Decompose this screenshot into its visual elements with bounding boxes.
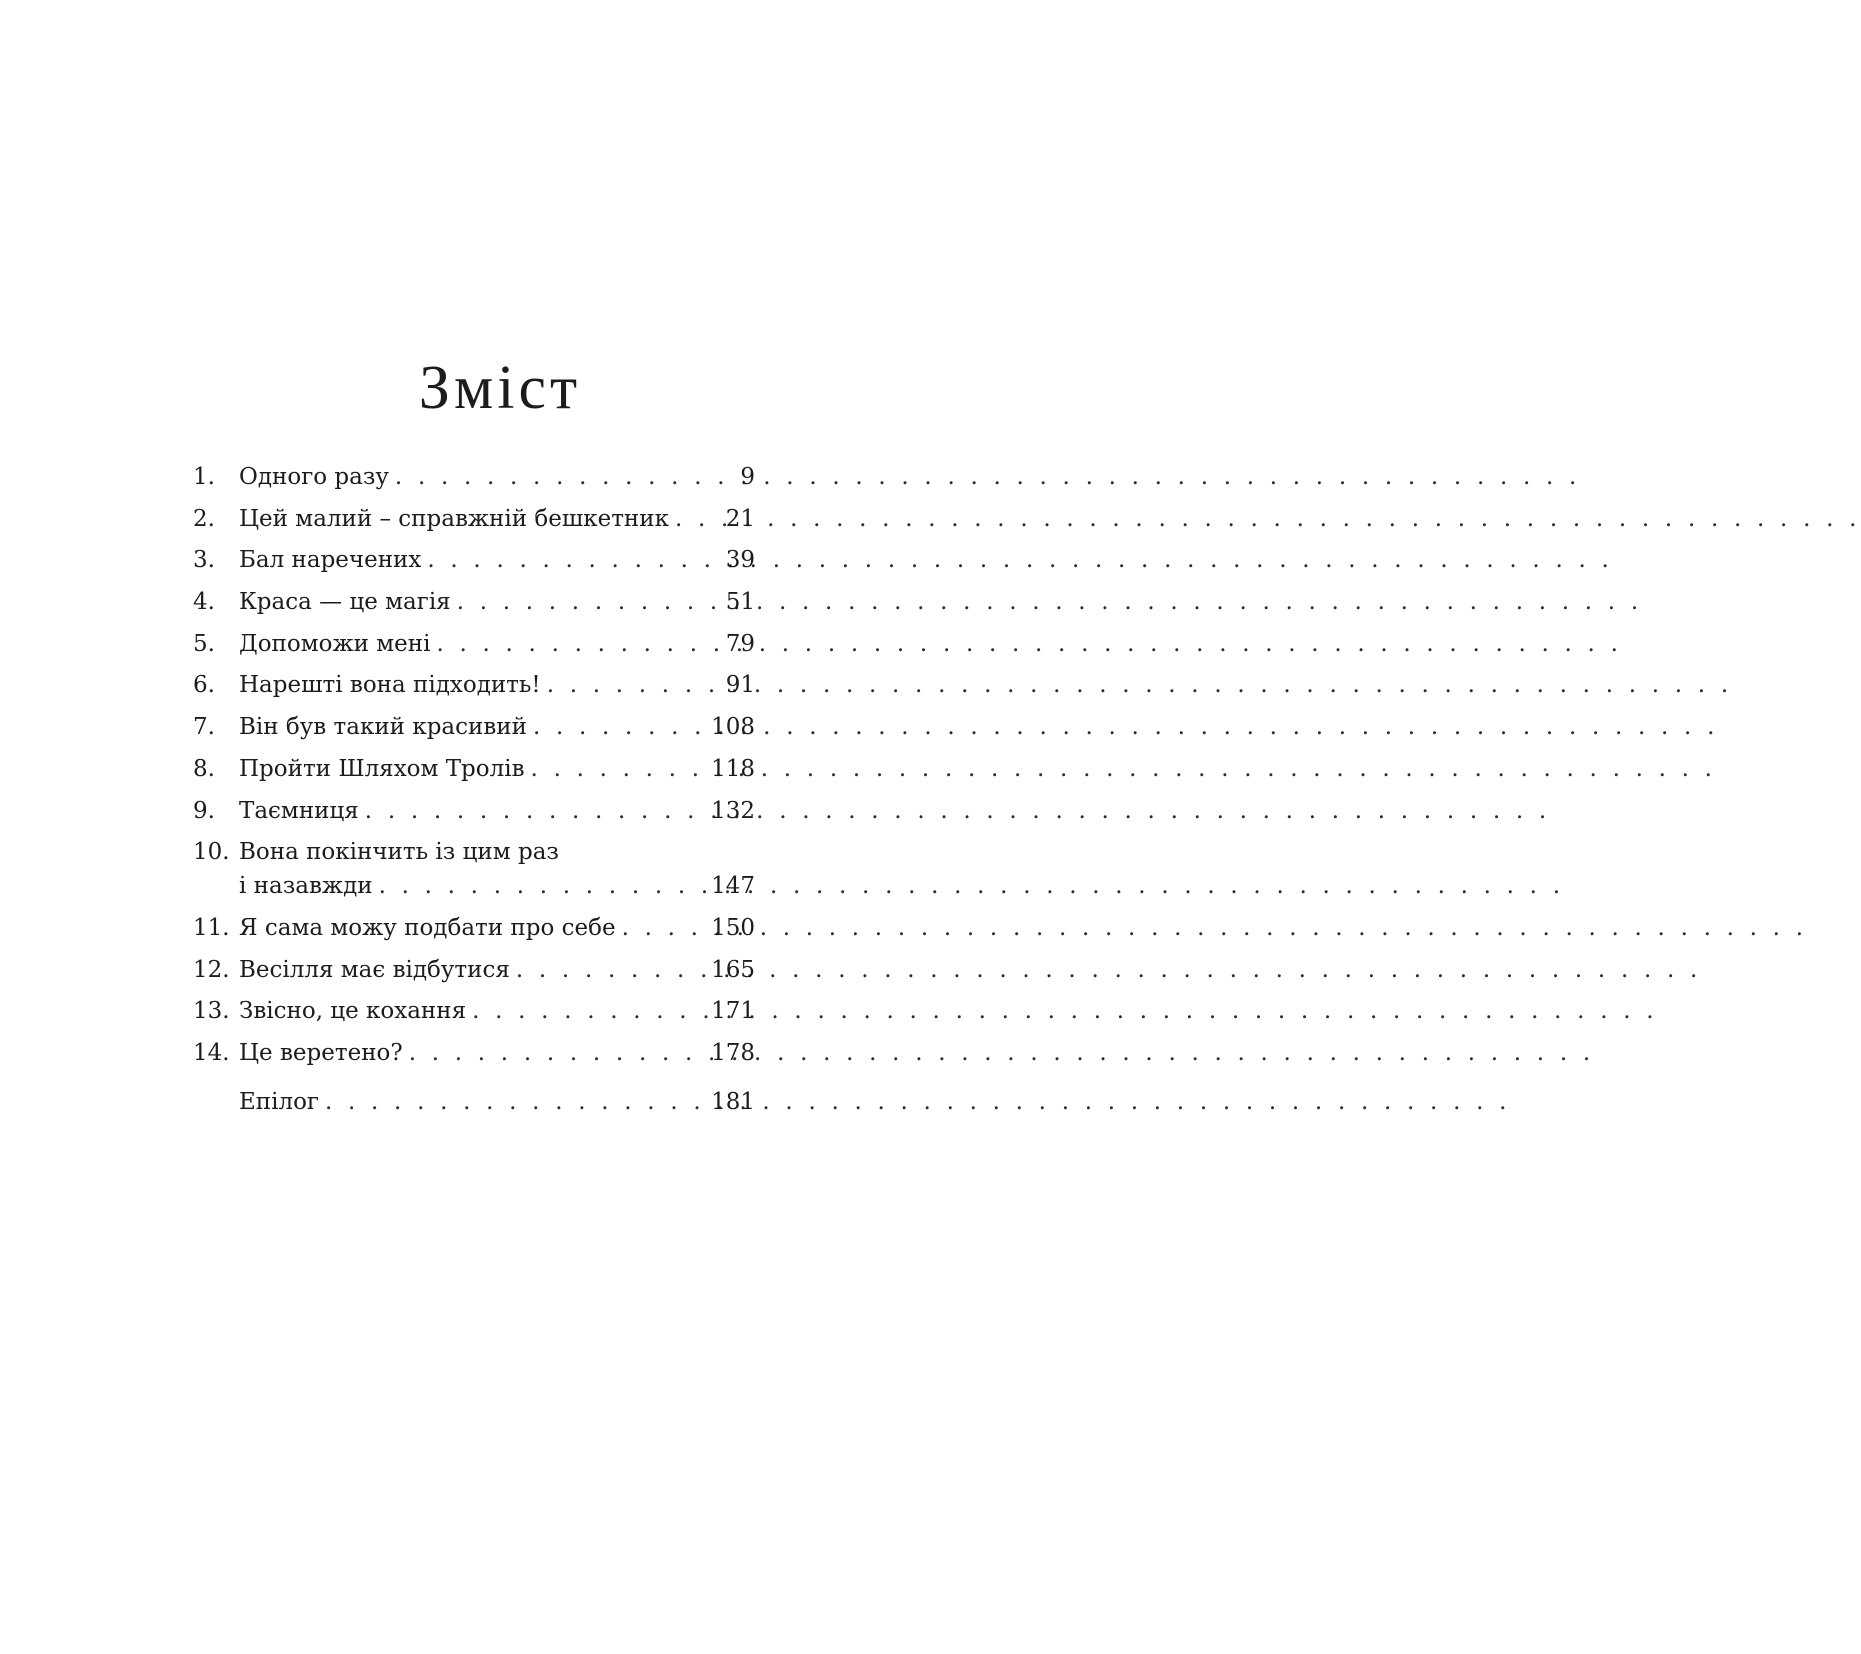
toc-entry[interactable] bbox=[193, 585, 755, 619]
chapter-title-line-2: і назавжди bbox=[239, 873, 373, 900]
dot-leader bbox=[531, 752, 706, 786]
toc-entry[interactable] bbox=[193, 543, 755, 577]
page-number: 108 bbox=[711, 714, 755, 741]
chapter-number: 3. bbox=[193, 547, 215, 574]
dot-leader bbox=[533, 710, 705, 744]
chapter-title: Нарешті вона підходить! bbox=[239, 672, 541, 699]
page-number: 132 bbox=[711, 797, 755, 824]
dot-leader bbox=[622, 911, 706, 945]
chapter-number: 14. bbox=[193, 1039, 230, 1066]
chapter-number: 12. bbox=[193, 956, 230, 983]
dot-leader bbox=[325, 1085, 705, 1119]
chapter-title: Пройти Шляхом Тролів bbox=[239, 755, 525, 782]
page-title: Зміст bbox=[418, 354, 582, 422]
chapter-title: Одного разу bbox=[239, 464, 389, 490]
toc-entry[interactable] bbox=[193, 627, 755, 661]
dot-leader bbox=[427, 543, 709, 577]
toc-entry[interactable] bbox=[193, 994, 755, 1028]
toc-entry[interactable] bbox=[193, 752, 755, 786]
chapter-number: 1. bbox=[193, 464, 215, 490]
dot-leader bbox=[379, 869, 706, 903]
chapter-title: Це веретено? bbox=[239, 1039, 403, 1066]
page-number: 171 bbox=[711, 998, 755, 1025]
chapter-title: Краса — це магія bbox=[239, 589, 451, 616]
page-number: 79 bbox=[725, 630, 755, 657]
dot-leader bbox=[516, 953, 705, 987]
dot-leader bbox=[675, 502, 709, 536]
chapter-number: 11. bbox=[193, 914, 230, 941]
page-number: 21 bbox=[725, 505, 755, 532]
toc-entry[interactable] bbox=[193, 1036, 755, 1070]
chapter-number: 8. bbox=[193, 755, 215, 782]
chapter-number: 9. bbox=[193, 797, 215, 824]
chapter-title: Я сама можу подбати про себе bbox=[239, 914, 616, 941]
toc-entry[interactable] bbox=[193, 794, 755, 828]
table-of-contents bbox=[193, 460, 755, 1127]
chapter-title: Таємниця bbox=[239, 797, 359, 824]
chapter-number: 13. bbox=[193, 998, 230, 1025]
chapter-number: 2. bbox=[193, 505, 215, 532]
chapter-title-line-1: Вона покінчить із цим раз bbox=[239, 839, 559, 866]
page-number: 51 bbox=[725, 589, 755, 616]
dot-leader bbox=[436, 627, 709, 661]
toc-entry[interactable] bbox=[193, 668, 755, 702]
toc-entry-epilogue[interactable] bbox=[193, 1085, 755, 1119]
toc-entry[interactable] bbox=[193, 911, 755, 945]
chapter-number: 6. bbox=[193, 672, 215, 699]
chapter-number: 4. bbox=[193, 589, 215, 616]
page-number: 178 bbox=[711, 1039, 755, 1066]
dot-leader bbox=[547, 668, 709, 702]
chapter-title: Бал наречених bbox=[239, 547, 422, 574]
chapter-title: Допоможи мені bbox=[239, 630, 431, 657]
dot-leader bbox=[472, 994, 705, 1028]
chapter-title: Він був такий красивий bbox=[239, 714, 527, 741]
dot-leader bbox=[365, 794, 705, 828]
dot-leader bbox=[409, 1036, 705, 1070]
page-number: 91 bbox=[725, 672, 755, 699]
chapter-title: Весілля має відбутися bbox=[239, 956, 510, 983]
chapter-number: 10. bbox=[193, 839, 230, 866]
toc-entry[interactable] bbox=[193, 953, 755, 987]
chapter-number: 5. bbox=[193, 630, 215, 657]
page-number: 9 bbox=[740, 464, 755, 490]
chapter-number: 7. bbox=[193, 714, 215, 741]
toc-entry[interactable] bbox=[193, 460, 755, 494]
toc-entry[interactable] bbox=[193, 502, 755, 536]
page-number: 165 bbox=[711, 956, 755, 983]
chapter-title: Звісно, це кохання bbox=[239, 998, 467, 1025]
toc-entry[interactable] bbox=[193, 710, 755, 744]
dot-leader bbox=[457, 585, 709, 619]
page-number: 118 bbox=[711, 755, 755, 782]
chapter-title: Цей малий – справжній бешкетник bbox=[239, 505, 669, 532]
page-number: 150 bbox=[711, 914, 755, 941]
page-number: 147 bbox=[711, 873, 755, 900]
epilogue-title: Епілог bbox=[239, 1088, 319, 1115]
page-number: 181 bbox=[711, 1088, 755, 1115]
dot-leader bbox=[395, 460, 709, 494]
page-number: 39 bbox=[725, 547, 755, 574]
toc-entry[interactable] bbox=[193, 835, 755, 903]
